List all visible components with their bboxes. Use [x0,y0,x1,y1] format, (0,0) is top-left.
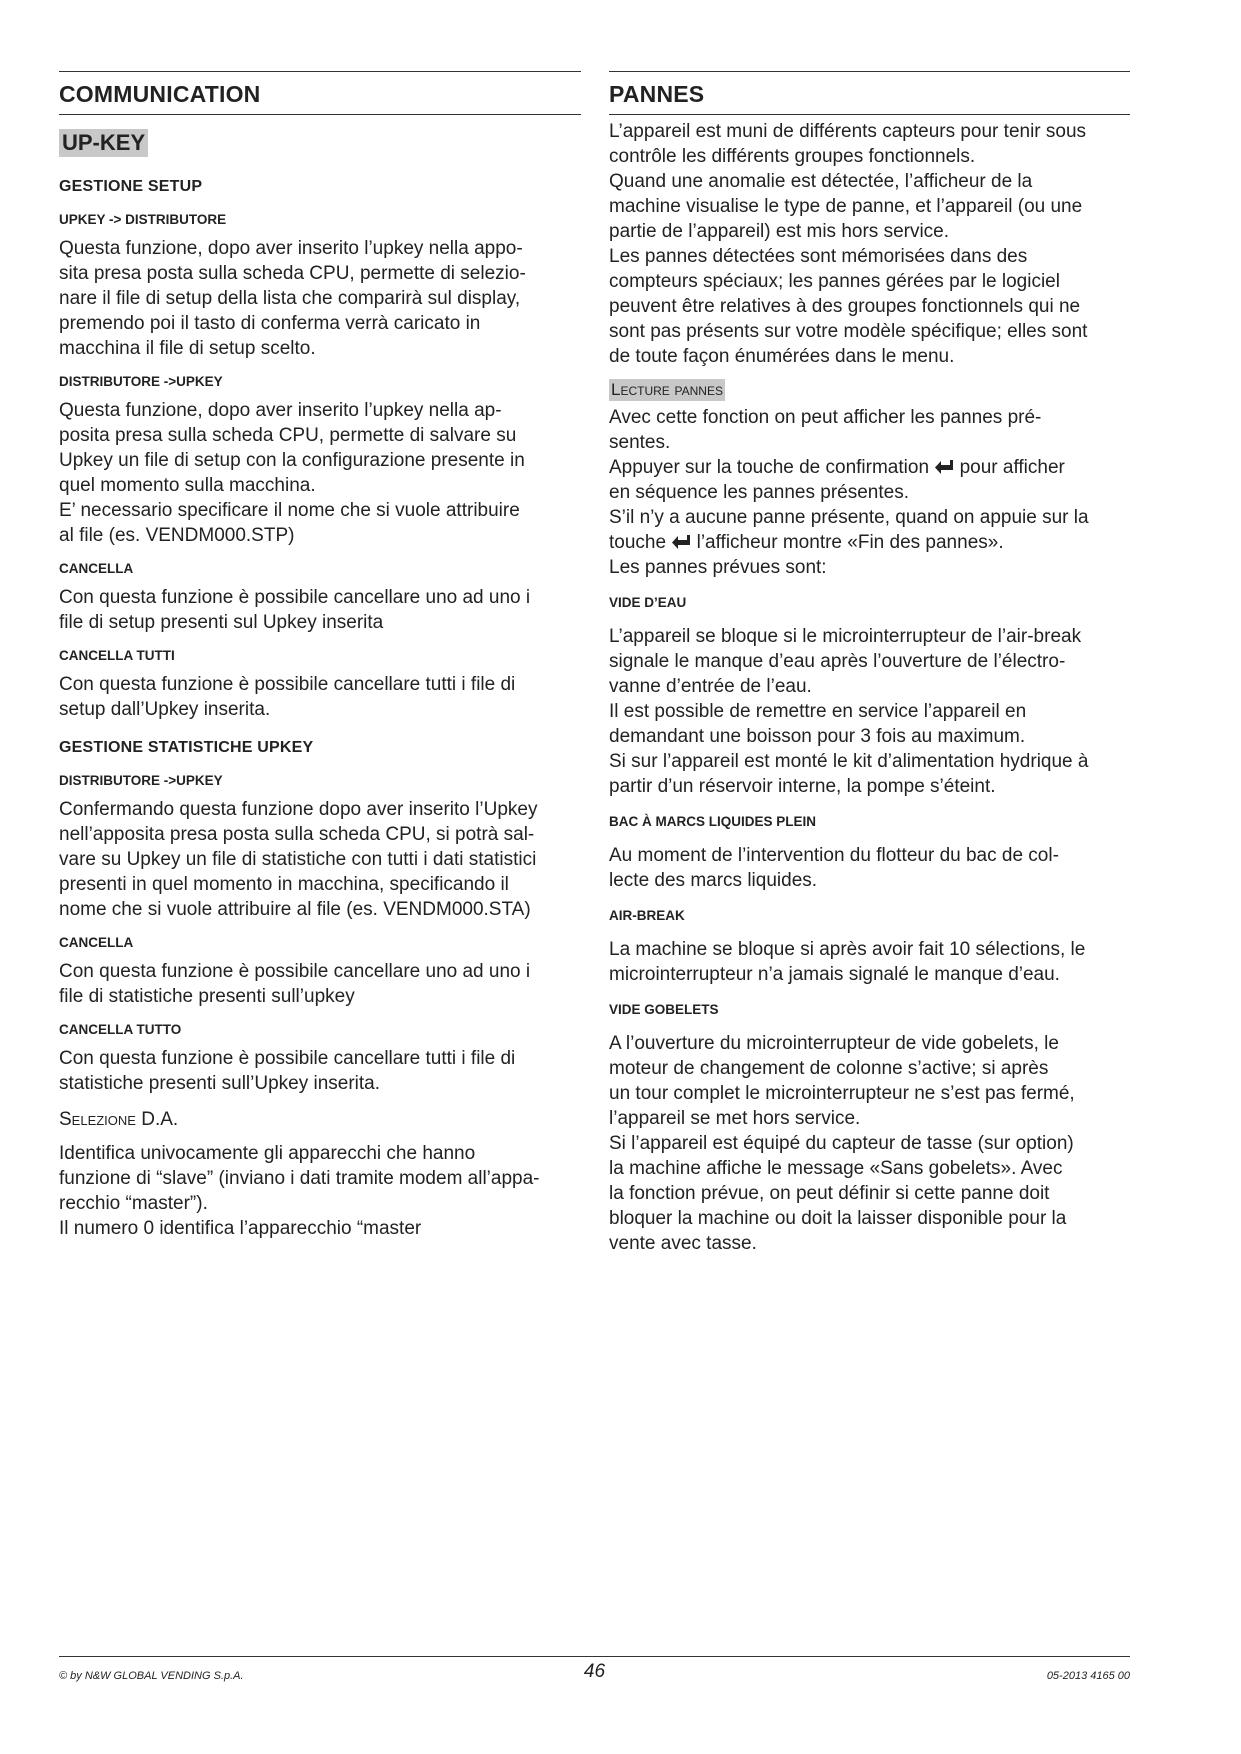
text-line: vare su Upkey un file di statistiche con tutti i dati statistici [59,849,537,870]
text-line: S’il n’y a aucune panne présente, quand on appuie sur la [609,507,1089,528]
text-line: Con questa funzione è possibile cancellare uno ad uno i [59,961,531,982]
text-line: Si sur l’appareil est monté le kit d’alimentation hydrique à [609,751,1089,772]
text-line: Con questa funzione è possibile cancellare tutti i file di [59,1048,516,1069]
paragraph-air-break [609,937,1130,987]
text-line: sita presa posta sulla scheda CPU, permette di selezio- [59,263,526,284]
footer-copyright: © by N&W GLOBAL VENDING S.p.A. [59,1670,244,1682]
text-line-with-icon [609,455,1130,480]
text-line: compteurs spéciaux; les pannes gérées par le logiciel [609,271,1060,292]
text-line: Con questa funzione è possibile cancellare uno ad uno i [59,587,531,608]
text-line: quel momento sulla macchina. [59,475,316,496]
text-line: sentes. [609,432,671,453]
paragraph-selezione-da [59,1141,581,1241]
text-line: la machine affiche le message «Sans gobelets». Avec [609,1158,1063,1179]
heading-air-break: AIR-BREAK [609,908,685,923]
text-line: L’appareil est muni de différents capteurs pour tenir sous [609,121,1087,142]
text-line: setup dall’Upkey inserita. [59,699,271,720]
text-line: macchina il file di setup scelto. [59,338,316,359]
text-line: en séquence les pannes présentes. [609,482,909,503]
highlight-lecture-pannes: Lecture pannes [611,380,723,399]
text-line: de toute façon énumérées dans le menu. [609,346,955,367]
right-column [609,71,1130,1256]
text-line: Quand une anomalie est détectée, l’afficheur de la [609,171,1033,192]
text-fragment: pour afficher [954,457,1065,478]
paragraph-vide-gobelets [609,1031,1130,1256]
text-line: peuvent être relatives à des groupes fonctionnels qui ne [609,296,1081,317]
paragraph-upkey-to-distributore [59,236,581,361]
text-line-with-icon [609,530,1130,555]
section-title-communication: COMMUNICATION [59,71,581,115]
text-line: partie de l’appareil) est mis hors service. [609,221,950,242]
text-line: Les pannes prévues sont: [609,557,827,578]
footer-page-number: 46 [583,1661,606,1682]
text-line: Confermando questa funzione dopo aver inserito l’Upkey [59,799,538,820]
text-line: L’appareil se bloque si le microinterrupteur de l’air-break [609,626,1082,647]
text-line: Upkey un file di setup con la configurazione presente in [59,450,525,471]
text-line: Con questa funzione è possibile cancellare tutti i file di [59,674,516,695]
paragraph-stat-distributore-to-upkey [59,797,581,922]
text-line: La machine se bloque si après avoir fait 10 sélections, le [609,939,1086,960]
text-line: signale le manque d’eau après l’ouverture de l’électro- [609,651,1066,672]
text-line: Avec cette fonction on peut afficher les pannes pré- [609,407,1042,428]
text-fragment: touche [609,532,667,553]
text-line: contrôle les différents groupes fonctionnels. [609,146,976,167]
text-line: vanne d’entrée de l’eau. [609,676,812,697]
text-line: Au moment de l’intervention du flotteur du bac de col- [609,845,1059,866]
heading-cancella: CANCELLA [59,561,134,576]
heading-gestione-statistiche: GESTIONE STATISTICHE UPKEY [59,739,314,756]
heading-vide-eau: VIDE D’EAU [609,595,687,610]
text-line: Questa funzione, dopo aver inserito l’upkey nella ap- [59,400,502,421]
text-line: al file (es. VENDM000.STP) [59,525,295,546]
text-line: un tour complet le microinterrupteur ne s’est pas fermé, [609,1083,1075,1104]
text-line: moteur de changement de colonne s’active; si après [609,1058,1049,1079]
text-line: E’ necessario specificare il nome che si vuole attribuire [59,500,520,521]
text-fragment: l’afficheur montre «Fin des pannes». [691,532,1004,553]
text-line: machine visualise le type de panne, et l’appareil (ou une [609,196,1083,217]
paragraph-stat-cancella [59,959,581,1009]
heading-stat-cancella-tutto: CANCELLA TUTTO [59,1022,182,1037]
text-line: presenti in quel momento in macchina, specificando il [59,874,509,895]
page-footer [59,1656,1130,1687]
text-line: posita presa sulla scheda CPU, permette di salvare su [59,425,517,446]
heading-distributore-to-upkey: DISTRIBUTORE ->UPKEY [59,374,223,389]
text-line: nell’apposita presa posta sulla scheda CPU, si potrà sal- [59,824,535,845]
text-line: Il est possible de remettre en service l’appareil en [609,701,1027,722]
text-line: bloquer la machine ou doit la laisser disponible pour la [609,1208,1067,1229]
text-line: A l’ouverture du microinterrupteur de vide gobelets, le [609,1033,1059,1054]
text-line: Identifica univocamente gli apparecchi che hanno [59,1143,476,1164]
paragraph-pannes-intro [609,119,1130,369]
heading-vide-gobelets: VIDE GOBELETS [609,1002,719,1017]
text-line: demandant une boisson pour 3 fois au maximum. [609,726,1026,747]
text-line: statistiche presenti sull’Upkey inserita. [59,1073,381,1094]
text-line: funzione di “slave” (inviano i dati tramite modem all’appa- [59,1168,540,1189]
paragraph-distributore-to-upkey [59,398,581,548]
text-line: partir d’un réservoir interne, la pompe s’éteint. [609,776,996,797]
text-line: vente avec tasse. [609,1233,757,1254]
heading-bac-marcs: BAC À MARCS LIQUIDES PLEIN [609,814,817,829]
text-line: lecte des marcs liquides. [609,870,818,891]
text-line: Il numero 0 identifica l’apparecchio “master [59,1218,422,1239]
text-line: file di setup presenti sul Upkey inserita [59,612,384,633]
text-line: l’appareil se met hors service. [609,1108,861,1129]
heading-stat-distributore-to-upkey: DISTRIBUTORE ->UPKEY [59,773,223,788]
text-line: Si l’appareil est équipé du capteur de tasse (sur option) [609,1133,1074,1154]
text-line: microinterrupteur n’a jamais signalé le manque d’eau. [609,964,1060,985]
text-line: premendo poi il tasto di conferma verrà caricato in [59,313,481,334]
enter-key-icon [934,459,954,475]
heading-stat-cancella: CANCELLA [59,935,134,950]
text-line: la fonction prévue, on peut définir si cette panne doit [609,1183,1050,1204]
text-line: file di statistiche presenti sull’upkey [59,986,355,1007]
footer-doc-code: 05-2013 4165 00 [1046,1670,1130,1682]
paragraph-cancella [59,585,581,635]
heading-gestione-setup: GESTIONE SETUP [59,178,203,195]
text-line: nare il file di setup della lista che comparirà sul display, [59,288,521,309]
paragraph-lecture-pannes [609,405,1130,580]
paragraph-bac-marcs [609,843,1130,893]
heading-selezione-da: Selezione D.A. [59,1109,179,1130]
heading-cancella-tutti: CANCELLA TUTTI [59,648,175,663]
text-line: recchio “master”). [59,1193,208,1214]
section-title-pannes: PANNES [609,71,1130,115]
text-line: Les pannes détectées sont mémorisées dans des [609,246,1028,267]
highlight-up-key: UP-KEY [59,129,148,157]
paragraph-stat-cancella-tutto [59,1046,581,1096]
paragraph-vide-eau [609,624,1130,799]
paragraph-cancella-tutti [59,672,581,722]
text-line: nome che si vuole attribuire al file (es. VENDM000.STA) [59,899,531,920]
text-line: sont pas présents sur votre modèle spécifique; elles sont [609,321,1088,342]
text-fragment: Appuyer sur la touche de confirmation [609,457,930,478]
text-line: Questa funzione, dopo aver inserito l’upkey nella appo- [59,238,523,259]
heading-upkey-to-distributore: UPKEY -> DISTRIBUTORE [59,212,227,227]
enter-key-icon [671,534,691,550]
left-column [59,71,581,1241]
